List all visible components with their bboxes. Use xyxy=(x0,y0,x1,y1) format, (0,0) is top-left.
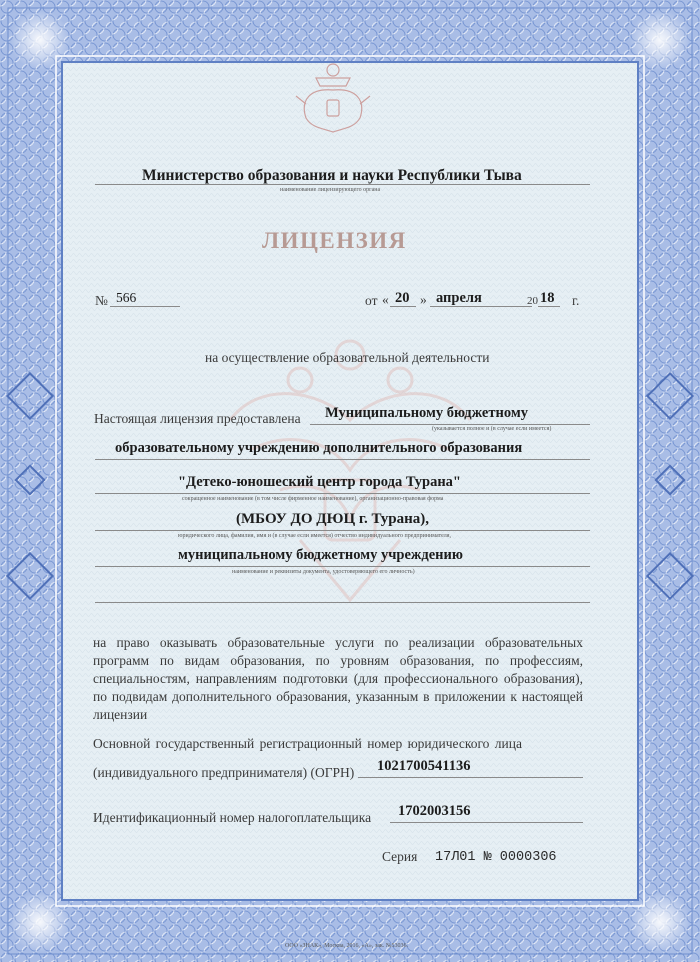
issuer-underline xyxy=(95,184,590,185)
inn-value: 1702003156 xyxy=(398,803,471,819)
rights-paragraph: на право оказывать образовательные услуги по реализации образовательных программ по видам образования, по уровням образования, по профессиям, специальностям, направлениям подготовки (для профессионального образования), по подвидам дополнительного образования, указанным в приложении к настоящей лицензии xyxy=(93,635,583,722)
series-label: Серия xyxy=(382,849,418,864)
ogrn-label-line-1: Основной государственный регистрационный номер юридического лица xyxy=(93,736,522,751)
licensee-caption-3: юридического лица, фамилия, имя и (в случае если имеется) отчество индивидуального предпринимателя, xyxy=(178,533,452,539)
licensee-line-1: Муниципальному бюджетному xyxy=(325,405,528,421)
number-prefix: № xyxy=(95,293,108,308)
licensee-line-1-underline xyxy=(310,424,590,425)
number-underline xyxy=(110,306,180,307)
issuer-name: Министерство образования и науки Республики Тыва xyxy=(142,167,522,184)
document-title: ЛИЦЕНЗИЯ xyxy=(262,228,407,253)
licensee-line-2-underline xyxy=(95,459,590,460)
date-open-quote: « xyxy=(382,292,389,307)
date-month: апреля xyxy=(436,290,482,306)
inn-underline xyxy=(390,822,583,823)
ogrn-label-line-2: (индивидуального предпринимателя) (ОГРН) xyxy=(93,765,355,780)
printer-note: ООО «ЗНАК», Москва, 2016, «А», зак. №53036. xyxy=(285,943,409,949)
year-unit: г. xyxy=(572,293,580,308)
year-prefix: 20 xyxy=(527,295,538,307)
licensee-line-4-underline xyxy=(95,530,590,531)
blank-underline xyxy=(95,602,590,603)
issuer-caption: наименование лицензирующего органа xyxy=(280,187,381,193)
date-close-quote: » xyxy=(420,292,427,307)
licensee-line-3: "Детеко-юношеский центр города Турана" xyxy=(178,474,461,490)
day-underline xyxy=(390,306,416,307)
licensee-line-2: образовательному учреждению дополнительного образования xyxy=(115,440,523,456)
licensee-caption-1: (указывается полное и (в случае если имеется) xyxy=(432,426,552,432)
date-from-label: от xyxy=(365,293,378,308)
purpose-text: на осуществление образовательной деятельности xyxy=(205,350,490,365)
granted-label: Настоящая лицензия предоставлена xyxy=(94,411,301,426)
licensee-line-3-underline xyxy=(95,493,590,494)
series-value: 17Л01 № 0000306 xyxy=(435,850,557,865)
ogrn-underline xyxy=(358,777,583,778)
licensee-caption-2: сокращенное наименование (в том числе фирменное наименование), организационно-правовая форма xyxy=(182,496,444,502)
ogrn-value: 1021700541136 xyxy=(377,758,471,774)
licensee-line-5-underline xyxy=(95,566,590,567)
year-underline xyxy=(538,306,560,307)
licensee-caption-4: наименование и реквизиты документа, удостоверяющего его личность) xyxy=(232,569,415,575)
licensee-line-5: муниципальному бюджетному учреждению xyxy=(178,547,463,563)
month-underline xyxy=(430,306,532,307)
licensee-line-4: (МБОУ ДО ДЮЦ г. Турана), xyxy=(236,511,430,527)
date-day: 20 xyxy=(395,290,410,306)
inn-label: Идентификационный номер налогоплательщика xyxy=(93,810,372,825)
license-number: 566 xyxy=(116,290,137,305)
year-suffix: 18 xyxy=(540,290,555,306)
